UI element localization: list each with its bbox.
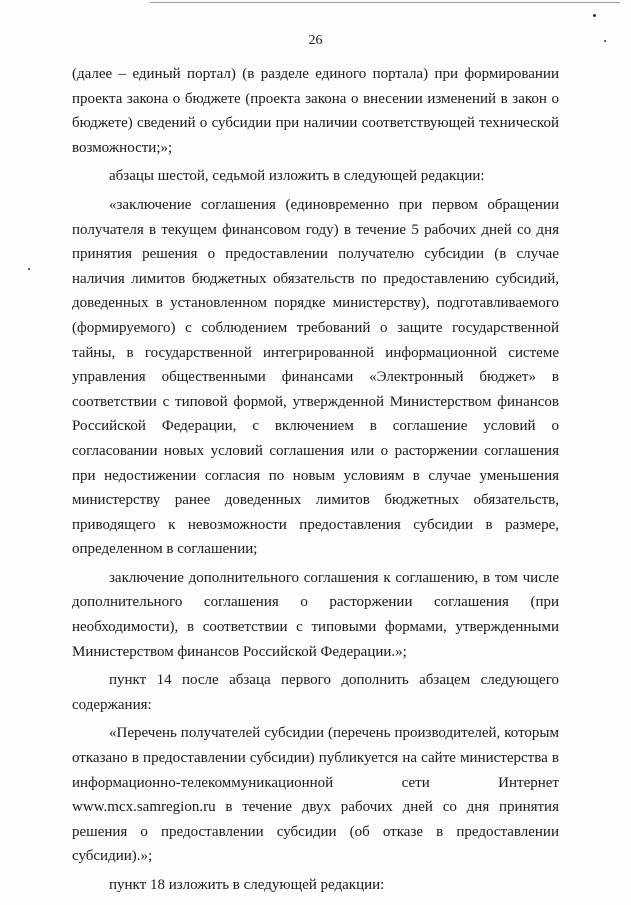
paragraph-portal-info: (далее – единый портал) (в разделе единого портала) при формировании проекта закона о бюджете (проекта закона о внесении изменений в закон о бюджете) сведений о субсидии при наличии соответствующей технической возможности;»; xyxy=(72,66,559,156)
scan-edge-line xyxy=(150,2,620,3)
scan-speck xyxy=(28,268,30,270)
scan-speck xyxy=(593,14,596,17)
paragraph-point-18: пункт 18 изложить в следующей редакции: xyxy=(109,877,385,893)
paragraph-agreement-conclusion: «заключение соглашения (единовременно при первом обращении получателя в текущем финансовом году) в течение 5 рабочих дней со дня принятия решения о предоставлении получателю субсидии (в случае наличия лимитов бюджетных обязательств по предоставлению субсидий, доведенных в установленном порядке министерству), подготавливаемого (формируемого) с соблюдением требований о защите государственной тайны, в государственной интегрированной информационной системе управления общественными финансами «Электронный бюджет» в соответствии с типовой формой, утвержденной Министерством финансов Российской Федерации, с включением в соглашение условий о согласовании новых условий соглашения или о расторжении соглашения при недостижении согласия по новым условиям в случае уменьшения министерству ранее доведенных лимитов бюджетных обязательств, приводящего к невозможности предоставления субсидии в размере, определенном в соглашении; xyxy=(72,196,559,558)
paragraph-recipients-list: «Перечень получателей субсидии (перечень производителей, которым отказано в предоставлении субсидии) публикуется на сайте министерства в информационно-телекоммуникационной сети Интернет www.mcx.samregion.ru в течение двух рабочих дней со дня принятия решения о предоставлении субсидии (об отказе в предоставлении субсидии).»; xyxy=(72,725,559,865)
page-number: 26 xyxy=(308,33,323,48)
paragraph-abzacy-6-7: абзацы шестой, седьмой изложить в следующей редакции: xyxy=(109,168,485,185)
document-body xyxy=(72,62,559,898)
paragraph-point-14: пункт 14 после абзаца первого дополнить абзацем следующего содержания: xyxy=(72,672,559,713)
paragraph-supplementary-agreement: заключение дополнительного соглашения к соглашению, в том числе дополнительного соглашения о расторжении соглашения (при необходимости), в соответствии с типовыми формами, утвержденными Министерством финансов Российской Федерации.»; xyxy=(72,569,559,660)
